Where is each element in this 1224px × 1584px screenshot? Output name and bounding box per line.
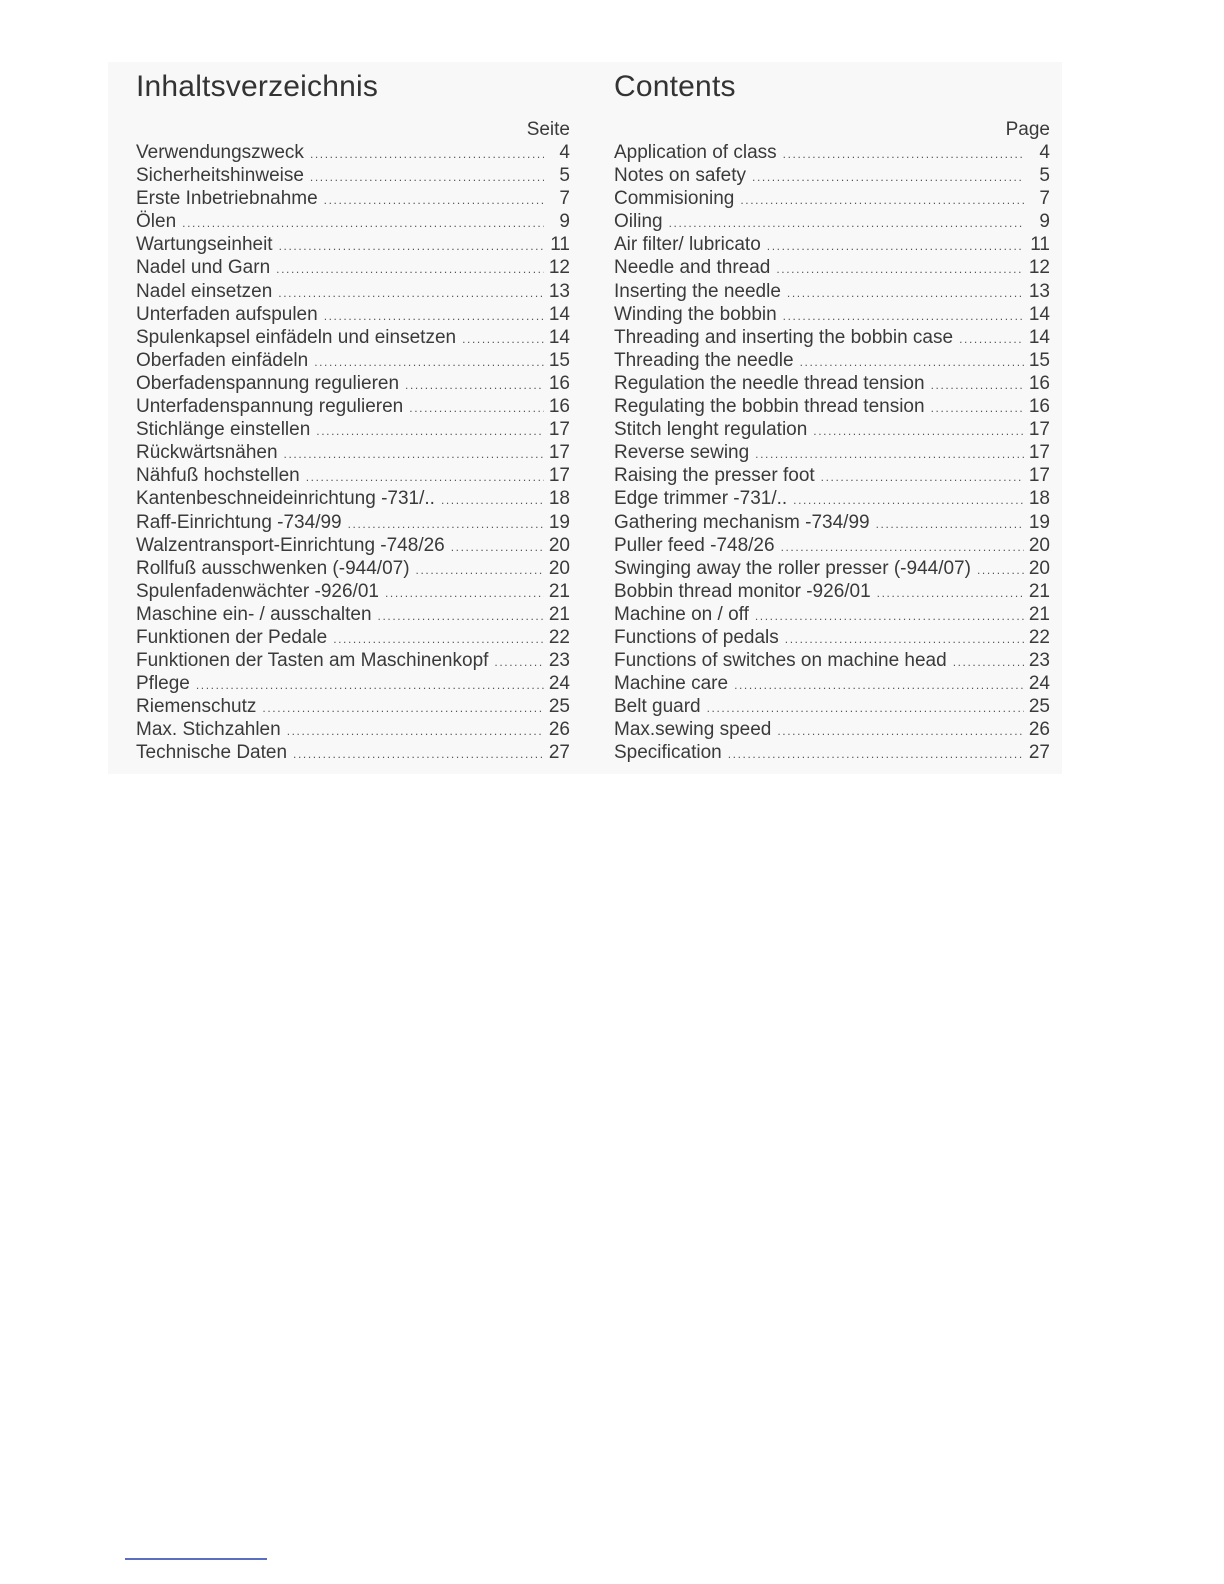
toc-entry-page: 20	[548, 534, 570, 556]
toc-entry-title: Regulating the bobbin thread tension	[614, 396, 925, 418]
dot-leader	[416, 559, 544, 582]
dot-leader	[276, 258, 544, 281]
toc-entry-page: 22	[1028, 626, 1050, 648]
toc-entry-page: 21	[1028, 580, 1050, 602]
toc-entry-title: Max. Stichzahlen	[136, 719, 281, 741]
dot-leader	[196, 674, 544, 697]
dot-leader	[310, 143, 544, 166]
toc-entry-title: Erste Inbetriebnahme	[136, 188, 318, 210]
toc-entry-title: Technische Daten	[136, 742, 288, 764]
toc-entry-title: Nadel und Garn	[136, 257, 271, 279]
toc-entry[interactable]	[136, 233, 570, 256]
toc-entry-title: Verwendungszweck	[136, 142, 304, 163]
toc-entry[interactable]	[614, 233, 1050, 256]
toc-entry-title: Raff-Einrichtung -734/99	[136, 511, 342, 533]
toc-entry[interactable]	[614, 649, 1050, 672]
toc-entry-page: 11	[1030, 234, 1050, 256]
toc-entry[interactable]	[614, 741, 1050, 764]
toc-entry-page: 9	[559, 211, 570, 233]
dot-leader	[977, 559, 1024, 582]
dot-leader	[800, 351, 1024, 374]
toc-entry-title: Rückwärtsnähen	[136, 442, 278, 464]
dot-leader	[262, 697, 544, 720]
toc-title-english: Contents	[614, 70, 736, 103]
toc-entry-page: 27	[1028, 742, 1050, 764]
toc-entry-page: 15	[548, 349, 570, 371]
dot-leader	[494, 651, 544, 674]
toc-entry-page: 23	[548, 650, 570, 672]
dot-leader	[462, 328, 544, 351]
dot-leader	[734, 674, 1024, 697]
toc-entry[interactable]	[136, 603, 570, 626]
toc-entry-title: Threading the needle	[614, 349, 794, 371]
toc-entry[interactable]	[136, 349, 570, 372]
dot-leader	[728, 743, 1024, 766]
toc-entry-title: Spulenkapsel einfädeln und einsetzen	[136, 326, 457, 348]
toc-entry[interactable]	[614, 326, 1050, 349]
dot-leader	[787, 282, 1024, 305]
dot-leader	[740, 189, 1024, 212]
toc-entry-title: Oberfaden einfädeln	[136, 349, 309, 371]
toc-entry[interactable]	[136, 418, 570, 441]
toc-entry[interactable]	[136, 534, 570, 557]
toc-entry-title: Edge trimmer -731/..	[614, 488, 788, 510]
toc-entry-page: 17	[548, 442, 570, 464]
toc-entry[interactable]	[614, 487, 1050, 510]
dot-leader	[385, 582, 544, 605]
toc-entry-page: 4	[1039, 142, 1050, 163]
toc-entry-page: 21	[548, 580, 570, 602]
toc-entry-page: 5	[1039, 165, 1050, 187]
toc-entry[interactable]	[136, 626, 570, 649]
dot-leader	[378, 605, 544, 628]
toc-entry-title: Stichlänge einstellen	[136, 419, 311, 441]
toc-entry-title: Funktionen der Pedale	[136, 626, 328, 648]
dot-leader	[669, 212, 1024, 235]
toc-entry-page: 9	[1039, 211, 1050, 233]
dot-leader	[959, 328, 1024, 351]
toc-entry-page: 22	[548, 626, 570, 648]
toc-entry-title: Unterfaden aufspulen	[136, 303, 318, 325]
toc-entry-page: 17	[548, 419, 570, 441]
toc-entry-title: Winding the bobbin	[614, 303, 777, 325]
toc-entry[interactable]	[136, 164, 570, 187]
toc-entry[interactable]	[614, 164, 1050, 187]
toc-entry[interactable]	[136, 441, 570, 464]
dot-leader	[767, 235, 1024, 258]
toc-entry-title: Maschine ein- / ausschalten	[136, 603, 372, 625]
toc-entry[interactable]	[136, 511, 570, 534]
toc-entry-title: Belt guard	[614, 696, 701, 718]
dot-leader	[441, 489, 544, 512]
toc-entry-page: 13	[1028, 280, 1050, 302]
dot-leader	[877, 582, 1024, 605]
toc-entry-page: 17	[1028, 442, 1050, 464]
dot-leader	[783, 305, 1024, 328]
toc-entry-title: Regulation the needle thread tension	[614, 372, 925, 394]
footer-rule	[125, 1558, 267, 1560]
dot-leader	[783, 143, 1024, 166]
toc-entry-page: 14	[1028, 326, 1050, 348]
toc-entry[interactable]	[136, 280, 570, 303]
toc-entry-title: Functions of switches on machine head	[614, 650, 947, 672]
dot-leader	[333, 628, 544, 651]
toc-entry-page: 21	[1028, 603, 1050, 625]
toc-entry-title: Pflege	[136, 673, 190, 695]
toc-entry-title: Kantenbeschneideinrichtung -731/..	[136, 488, 435, 510]
toc-entry[interactable]	[136, 649, 570, 672]
toc-entry[interactable]	[614, 349, 1050, 372]
toc-entry-title: Reverse sewing	[614, 442, 750, 464]
toc-entry-title: Walzentransport-Einrichtung -748/26	[136, 534, 445, 556]
toc-entry[interactable]	[614, 580, 1050, 603]
toc-entry-title: Machine on / off	[614, 603, 749, 625]
toc-entry[interactable]	[136, 580, 570, 603]
toc-entry[interactable]	[614, 280, 1050, 303]
toc-entry-title: Raising the presser foot	[614, 465, 815, 487]
toc-entry-page: 19	[1028, 511, 1050, 533]
toc-entry-page: 17	[1028, 465, 1050, 487]
toc-entry[interactable]	[136, 372, 570, 395]
toc-entry-page: 13	[548, 280, 570, 302]
toc-entry[interactable]	[614, 441, 1050, 464]
toc-entry-page: 16	[548, 396, 570, 418]
toc-entry-title: Oberfadenspannung regulieren	[136, 372, 400, 394]
toc-entry-title: Gathering mechanism -734/99	[614, 511, 870, 533]
dot-leader	[278, 282, 544, 305]
toc-entry-page: 18	[1028, 488, 1050, 510]
toc-entry-page: 23	[1028, 650, 1050, 672]
toc-entry-title: Commisioning	[614, 188, 735, 210]
toc-entry-title: Unterfadenspannung regulieren	[136, 396, 404, 418]
toc-entry-page: 18	[548, 488, 570, 510]
toc-entry-page: 25	[548, 696, 570, 718]
toc-entry-title: Nähfuß hochstellen	[136, 465, 300, 487]
toc-entry[interactable]	[614, 672, 1050, 695]
toc-entry-title: Notes on safety	[614, 165, 747, 187]
toc-entry-title: Specification	[614, 742, 722, 764]
toc-entry-page: 17	[548, 465, 570, 487]
toc-entry-title: Swinging away the roller presser (-944/07)	[614, 557, 971, 579]
dot-leader	[409, 397, 544, 420]
toc-entry[interactable]	[136, 464, 570, 487]
toc-entry-page: 20	[1028, 534, 1050, 556]
toc-entry[interactable]	[136, 210, 570, 233]
toc-entry[interactable]	[136, 187, 570, 210]
toc-entry-page: 11	[550, 234, 570, 256]
toc-entry-title: Wartungseinheit	[136, 234, 273, 256]
dot-leader	[324, 305, 544, 328]
toc-entry-page: 15	[1028, 349, 1050, 371]
toc-entry[interactable]	[136, 326, 570, 349]
toc-entry[interactable]	[136, 672, 570, 695]
dot-leader	[953, 651, 1024, 674]
toc-entry-title: Spulenfadenwächter -926/01	[136, 580, 379, 602]
toc-entry-page: 24	[1028, 673, 1050, 695]
toc-entry-title: Air filter/ lubricato	[614, 234, 761, 256]
toc-entry-title: Sicherheitshinweise	[136, 165, 304, 187]
toc-entry-title: Riemenschutz	[136, 696, 257, 718]
toc-entry[interactable]	[614, 603, 1050, 626]
toc-entry-title: Nadel einsetzen	[136, 280, 273, 302]
toc-entry[interactable]	[614, 418, 1050, 441]
dot-leader	[755, 443, 1024, 466]
dot-leader	[785, 628, 1024, 651]
toc-entry-title: Stitch lenght regulation	[614, 419, 808, 441]
toc-entry-title: Funktionen der Tasten am Maschinenkopf	[136, 650, 489, 672]
toc-entry[interactable]	[614, 187, 1050, 210]
toc-entry-page: 14	[548, 303, 570, 325]
toc-entry[interactable]	[136, 718, 570, 741]
dot-leader	[781, 536, 1024, 559]
toc-entry[interactable]	[136, 141, 570, 164]
toc-entry-page: 27	[548, 742, 570, 764]
dot-leader	[284, 443, 544, 466]
toc-entry[interactable]	[614, 557, 1050, 580]
toc-entry-page: 20	[1028, 557, 1050, 579]
dot-leader	[451, 536, 544, 559]
toc-entry[interactable]	[136, 487, 570, 510]
toc-entry-page: 19	[548, 511, 570, 533]
toc-entry-page: 7	[559, 188, 570, 210]
page-column-label-english: Page	[1005, 119, 1050, 140]
toc-entry-page: 16	[1028, 396, 1050, 418]
toc-entry[interactable]	[614, 626, 1050, 649]
toc-entry-title: Rollfuß ausschwenken (-944/07)	[136, 557, 410, 579]
toc-entry-page: 7	[1039, 188, 1050, 210]
dot-leader	[314, 351, 544, 374]
toc-entry[interactable]	[614, 141, 1050, 164]
dot-leader	[182, 212, 544, 235]
dot-leader	[813, 420, 1024, 443]
toc-entry-page: 17	[1028, 419, 1050, 441]
dot-leader	[310, 166, 544, 189]
toc-list-english	[614, 141, 1050, 765]
toc-entry-title: Functions of pedals	[614, 626, 779, 648]
toc-entry-title: Inserting the needle	[614, 280, 781, 302]
dot-leader	[752, 166, 1024, 189]
dot-leader	[316, 420, 544, 443]
toc-entry[interactable]	[614, 395, 1050, 418]
toc-entry-page: 12	[548, 257, 570, 279]
toc-entry[interactable]	[136, 741, 570, 764]
toc-entry[interactable]	[136, 303, 570, 326]
dot-leader	[324, 189, 544, 212]
toc-entry-title: Ölen	[136, 211, 177, 233]
toc-entry[interactable]	[614, 256, 1050, 279]
toc-entry-page: 25	[1028, 696, 1050, 718]
toc-entry-page: 16	[548, 372, 570, 394]
toc-entry-title: Max.sewing speed	[614, 719, 772, 741]
toc-entry-page: 5	[559, 165, 570, 187]
dot-leader	[306, 466, 544, 489]
dot-leader	[405, 374, 544, 397]
toc-list-german	[136, 141, 570, 765]
toc-entry[interactable]	[136, 695, 570, 718]
toc-title-german: Inhaltsverzeichnis	[136, 70, 379, 103]
toc-entry-title: Machine care	[614, 673, 729, 695]
dot-leader	[293, 743, 544, 766]
toc-entry[interactable]	[614, 372, 1050, 395]
toc-entry-page: 14	[548, 326, 570, 348]
toc-column-german	[136, 62, 570, 765]
toc-entry-page: 14	[1028, 303, 1050, 325]
toc-entry-title: Threading and inserting the bobbin case	[614, 326, 954, 348]
toc-entry-page: 21	[548, 603, 570, 625]
toc-entry-title: Bobbin thread monitor -926/01	[614, 580, 871, 602]
toc-entry[interactable]	[614, 695, 1050, 718]
toc-entry-page: 12	[1028, 257, 1050, 279]
toc-entry[interactable]	[614, 718, 1050, 741]
toc-entry-page: 16	[1028, 372, 1050, 394]
toc-entry-title: Oiling	[614, 211, 663, 233]
toc-entry[interactable]	[614, 464, 1050, 487]
dot-leader	[777, 720, 1024, 743]
toc-entry[interactable]	[136, 256, 570, 279]
toc-entry[interactable]	[614, 303, 1050, 326]
dot-leader	[931, 397, 1024, 420]
dot-leader	[755, 605, 1024, 628]
dot-leader	[931, 374, 1024, 397]
toc-entry[interactable]	[136, 557, 570, 580]
toc-entry-page: 26	[548, 719, 570, 741]
toc-entry-page: 20	[548, 557, 570, 579]
dot-leader	[348, 513, 544, 536]
dot-leader	[287, 720, 544, 743]
toc-entry-title: Puller feed -748/26	[614, 534, 775, 556]
page-column-label-german: Seite	[526, 119, 570, 140]
toc-entry[interactable]	[614, 210, 1050, 233]
toc-entry-title: Application of class	[614, 142, 777, 163]
toc-entry-page: 24	[548, 673, 570, 695]
toc-entry[interactable]	[614, 534, 1050, 557]
toc-entry[interactable]	[614, 511, 1050, 534]
toc-entry-title: Needle and thread	[614, 257, 771, 279]
toc-column-english	[614, 62, 1050, 765]
toc-entry-page: 4	[559, 142, 570, 163]
dot-leader	[821, 466, 1024, 489]
dot-leader	[279, 235, 544, 258]
toc-entry-page: 26	[1028, 719, 1050, 741]
dot-leader	[876, 513, 1024, 536]
dot-leader	[707, 697, 1024, 720]
dot-leader	[776, 258, 1024, 281]
toc-entry[interactable]	[136, 395, 570, 418]
dot-leader	[793, 489, 1024, 512]
